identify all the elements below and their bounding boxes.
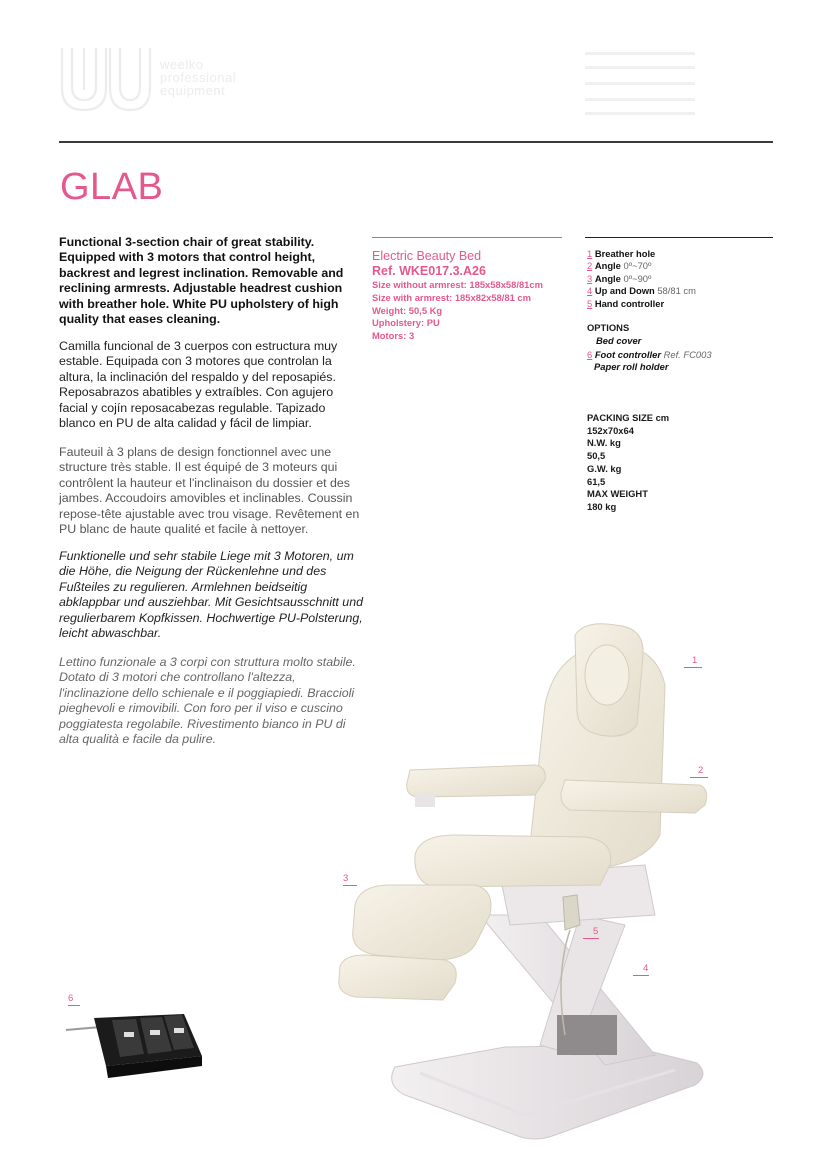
callout-line	[343, 885, 357, 886]
callout-line	[684, 667, 702, 668]
callout-line	[68, 1005, 80, 1006]
logo-line: professional	[160, 70, 237, 85]
product-divider	[372, 237, 562, 238]
feature-item	[587, 273, 696, 285]
beauty-bed-image	[325, 615, 725, 1155]
callout-line	[583, 938, 599, 939]
packing-line: G.W. kg	[587, 462, 622, 474]
header-faint-line	[585, 52, 695, 55]
callout-number: 6	[68, 993, 74, 1004]
spec-item: Motors: 3	[372, 330, 415, 342]
feature-label: Breather hole	[594, 248, 656, 259]
feature-number: 4	[587, 285, 593, 297]
wu-logo-icon	[58, 44, 154, 116]
packing-line: MAX WEIGHT	[587, 488, 648, 500]
spec-item: Upholstery: PU	[372, 317, 440, 329]
callout-4	[643, 963, 648, 974]
description-english: Functional 3-section chair of great stability. Equipped with 3 motors that control height, backrest and legrest inclination. Removable and reclining armrests. Adjustable headrest cushion with breather hole. White PU upholstery of high quality that eases cleaning.	[59, 235, 344, 327]
feature-value: 0º~90º	[623, 272, 652, 284]
option-value: Ref. FC003	[663, 349, 712, 361]
features-divider	[585, 237, 773, 238]
callout-line	[633, 975, 649, 976]
header-faint-line	[585, 98, 695, 101]
header-divider	[59, 141, 773, 143]
product-heading	[372, 249, 486, 278]
callout-5	[593, 926, 598, 937]
description-italian: Lettino funzionale a 3 corpi con struttura molto stabile. Dotato di 3 motori che controllano l'altezza, l'inclinazione dello schienale e il poggiapiedi. Braccioli pieghevoli e rimovibili. Con foro per il viso e cuscino poggiatesta regolabile. Rivestimento bianco in PU di alta qualità e facile da pulire.	[59, 655, 356, 747]
feature-item	[587, 298, 696, 310]
foot-controller-image	[64, 1008, 204, 1084]
logo-line: weelko	[160, 57, 204, 72]
header-faint-line	[585, 112, 695, 115]
feature-label: Up and Down	[594, 285, 655, 297]
packing-line: 50,5	[587, 450, 606, 462]
option-label: Foot controller	[594, 349, 661, 361]
option-item	[587, 361, 712, 372]
callout-number: 3	[343, 873, 349, 884]
feature-number: 3	[587, 272, 593, 284]
callout-6	[68, 993, 73, 1004]
option-label: Paper roll holder	[594, 360, 669, 372]
callout-number: 4	[643, 963, 649, 974]
product-name: Electric Beauty Bed	[372, 249, 482, 263]
packing-line: 152x70x64	[587, 424, 634, 436]
packing-line: PACKING SIZE cm	[587, 412, 670, 423]
callout-number: 2	[698, 765, 704, 776]
option-label: Bed cover	[596, 335, 642, 346]
feature-label: Angle	[594, 260, 621, 272]
callout-3	[343, 873, 348, 884]
product-specs	[372, 279, 543, 343]
callout-1	[692, 655, 697, 666]
feature-list	[587, 248, 696, 310]
callout-line	[690, 777, 708, 778]
option-item	[587, 349, 712, 360]
option-item	[587, 335, 712, 346]
packing-line: 180 kg	[587, 500, 617, 512]
options-list	[587, 335, 712, 372]
feature-number: 2	[587, 260, 593, 272]
feature-item	[587, 248, 696, 260]
logo-line: equipment	[160, 83, 226, 98]
callout-2	[698, 765, 703, 776]
header-faint-line	[585, 66, 695, 69]
spec-item: Weight: 50,5 Kg	[372, 304, 443, 316]
feature-number: 1	[587, 248, 593, 259]
spec-item: Size with armrest: 185x82x58/81 cm	[372, 291, 531, 303]
logo-wordmark	[160, 58, 260, 97]
feature-item	[587, 285, 696, 297]
description-french: Fauteuil à 3 plans de design fonctionnel avec une structure très stable. Il est équipé de 3 moteurs qui contrôlent la hauteur et l'inclinaison du dossier et des jambes. Accoudoirs amovibles et inclinables. Coussin repose-tête ajustable avec trou visage. Revêtement en PU blanc de haute qualité et facile à nettoyer.	[59, 445, 360, 537]
feature-number: 5	[587, 297, 593, 309]
packing-line: 61,5	[587, 475, 606, 487]
packing-info	[587, 412, 669, 514]
option-number: 6	[587, 349, 593, 361]
feature-label: Angle	[594, 272, 621, 284]
feature-label: Hand controller	[594, 297, 665, 309]
callout-number: 5	[593, 926, 599, 937]
callout-number: 1	[692, 655, 698, 666]
description-german: Funktionelle und sehr stabile Liege mit 3 Motoren, um die Höhe, die Neigung der Rückenlehne und des Fußteiles zu regulieren. Armlehnen beidseitig abklappbar und ausziehbar. Mit Gesichtsausschnitt und regulierbarem Kopfkissen. Hochwertige PU-Polsterung, leicht abwaschbar.	[59, 549, 363, 641]
product-ref: Ref. WKE017.3.A26	[372, 263, 486, 278]
spec-item: Size without armrest: 185x58x58/81cm	[372, 279, 543, 290]
feature-value: 0º~70º	[623, 260, 652, 272]
feature-item	[587, 260, 696, 272]
feature-value: 58/81 cm	[657, 285, 696, 297]
description-spanish: Camilla funcional de 3 cuerpos con estructura muy estable. Equipada con 3 motores que controlan la altura, la inclinación del respaldo y del reposapiés. Reposabrazos abatibles y extraíbles. Con agujero facial y cojín reposacabezas regulable. Tapizado blanco en PU de alta calidad y fácil de limpiar.	[59, 339, 338, 431]
page-title: GLAB	[60, 166, 164, 208]
options-heading: OPTIONS	[587, 322, 630, 333]
header-faint-line	[585, 82, 695, 85]
packing-line: N.W. kg	[587, 437, 621, 449]
